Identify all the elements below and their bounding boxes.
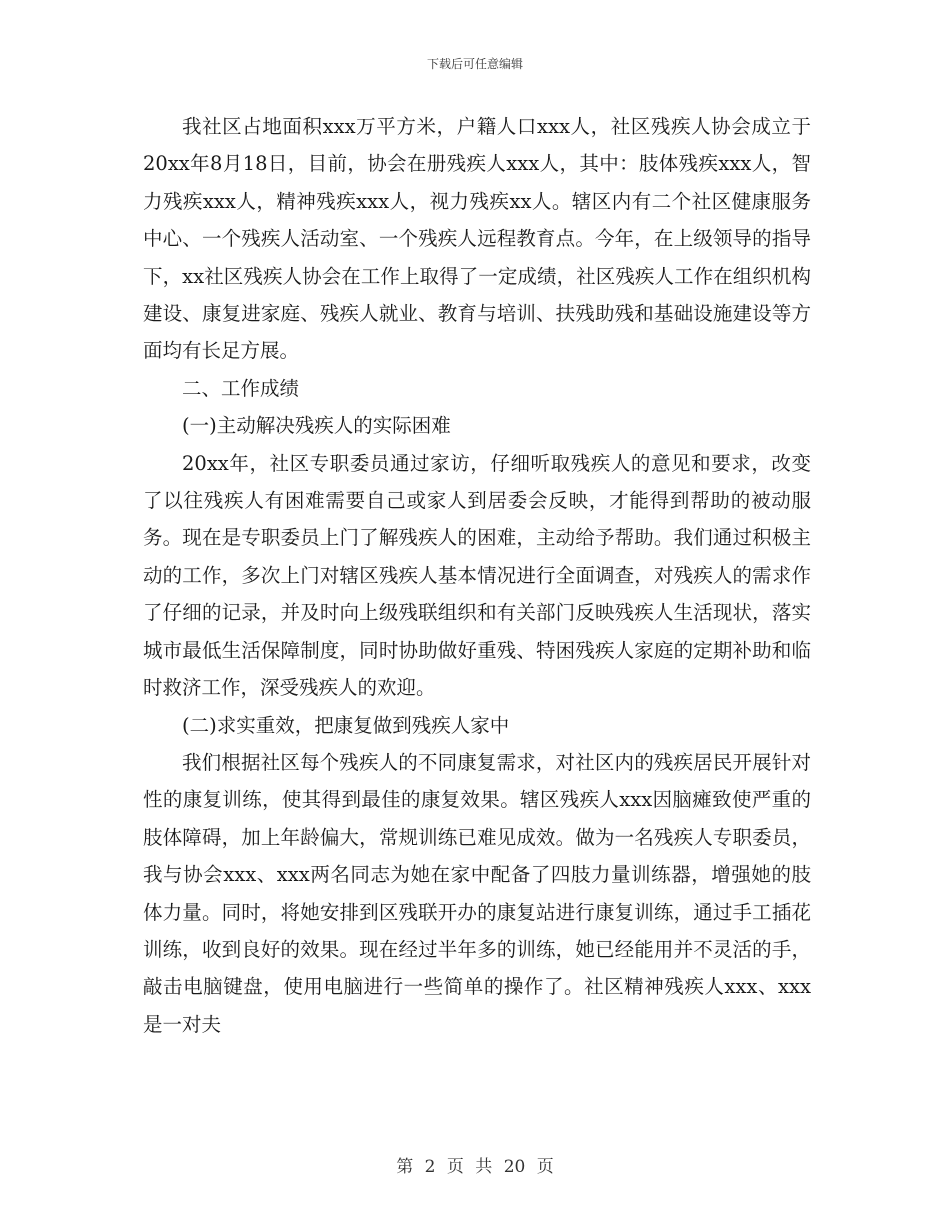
section-heading-achievements: 二、工作成绩 xyxy=(182,376,300,400)
intro-paragraph: 我社区占地面积xxx万平方米，户籍人口xxx人，社区残疾人协会成立于20xx年8月18日，目前，协会在册残疾人xxx人，其中：肢体残疾xxx人，智力残疾xxx人，精神残疾xxx人，视力残疾xx人。辖区内有二个社区健康服务中心、一个残疾人活动室、一个残疾人远程教育点。今年，在上级领导的指导下，xx社区残疾人协会在工作上取得了一定成绩，社区残疾人工作在组织机构建设、康复进家庭、残疾人就业、教育与培训、扶残助残和基础设施建设等方面均有长足方展。 xyxy=(143,115,811,363)
subsection-heading-2: (二)求实重效，把康复做到残疾人家中 xyxy=(182,713,510,737)
document-body xyxy=(143,108,811,1043)
page-footer: 第 2 页 共 20 页 xyxy=(396,1157,554,1177)
subsection-heading-1: (一)主动解决残疾人的实际困难 xyxy=(182,414,451,438)
subsection-1-paragraph: 20xx年，社区专职委员通过家访，仔细听取残疾人的意见和要求，改变了以往残疾人有困难需要自己或家人到居委会反映，才能得到帮助的被动服务。现在是专职委员上门了解残疾人的困难，主动给予帮助。我们通过积极主动的工作，多次上门对辖区残疾人基本情况进行全面调查，对残疾人的需求作了仔细的记录，并及时向上级残联组织和有关部门反映残疾人生活现状，落实城市最低生活保障制度，同时协助做好重残、特困残疾人家庭的定期补助和临时救济工作，深受残疾人的欢迎。 xyxy=(143,451,811,700)
page-header: 下载后可任意编辑 xyxy=(426,57,523,71)
subsection-2-paragraph: 我们根据社区每个残疾人的不同康复需求，对社区内的残疾居民开展针对性的康复训练，使其得到最佳的康复效果。辖区残疾人xxx因脑瘫致使严重的肢体障碍，加上年龄偏大，常规训练已难见成效。做为一名残疾人专职委员，我与协会xxx、xxx两名同志为她在家中配备了四肢力量训练器，增强她的肢体力量。同时，将她安排到区残联开办的康复站进行康复训练，通过手工插花训练，收到良好的效果。现在经过半年多的训练，她已经能用并不灵活的手，敲击电脑键盘，使用电脑进行一些简单的操作了。社区精神残疾人xxx、xxx是一对夫 xyxy=(143,750,811,1036)
